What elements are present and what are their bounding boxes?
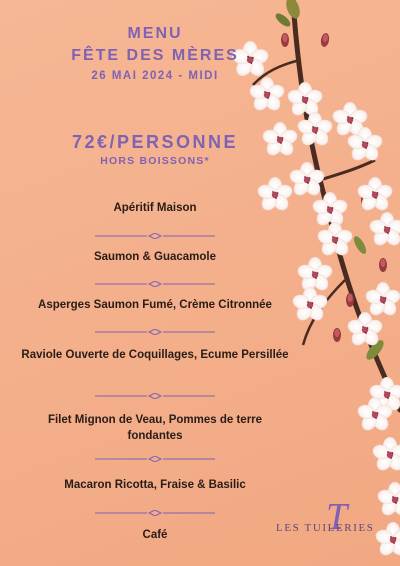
divider-ornament bbox=[95, 393, 215, 399]
course-item: Raviole Ouverte de Coquillages, Ecume Persillée bbox=[21, 349, 289, 361]
menu-heading: MENU bbox=[127, 25, 183, 42]
divider-ornament bbox=[95, 281, 215, 287]
drinks-note: HORS BOISSONS* bbox=[100, 155, 210, 167]
price-per-person: 72€/PERSONNE bbox=[71, 132, 239, 152]
les-tuileries-logo bbox=[276, 496, 388, 545]
course-item: Filet Mignon de Veau, Pommes de terre fondantes bbox=[47, 414, 263, 442]
event-date: 26 MAI 2024 - MIDI bbox=[91, 70, 219, 82]
course-item: Saumon & Guacamole bbox=[93, 251, 217, 263]
logo-monogram: T bbox=[326, 496, 348, 538]
divider-ornament bbox=[95, 233, 215, 239]
course-item: Apéritif Maison bbox=[113, 202, 197, 214]
divider-ornament bbox=[95, 329, 215, 335]
course-item: Asperges Saumon Fumé, Crème Citronnée bbox=[38, 299, 272, 311]
logo-wordmark: LES TUILERIES bbox=[276, 522, 375, 534]
divider-ornament bbox=[95, 456, 215, 462]
divider-ornament bbox=[95, 510, 215, 516]
course-item: Macaron Ricotta, Fraise & Basilic bbox=[64, 479, 246, 491]
event-title: FÊTE DES MÈRES bbox=[71, 47, 239, 64]
course-item: Café bbox=[142, 529, 168, 541]
